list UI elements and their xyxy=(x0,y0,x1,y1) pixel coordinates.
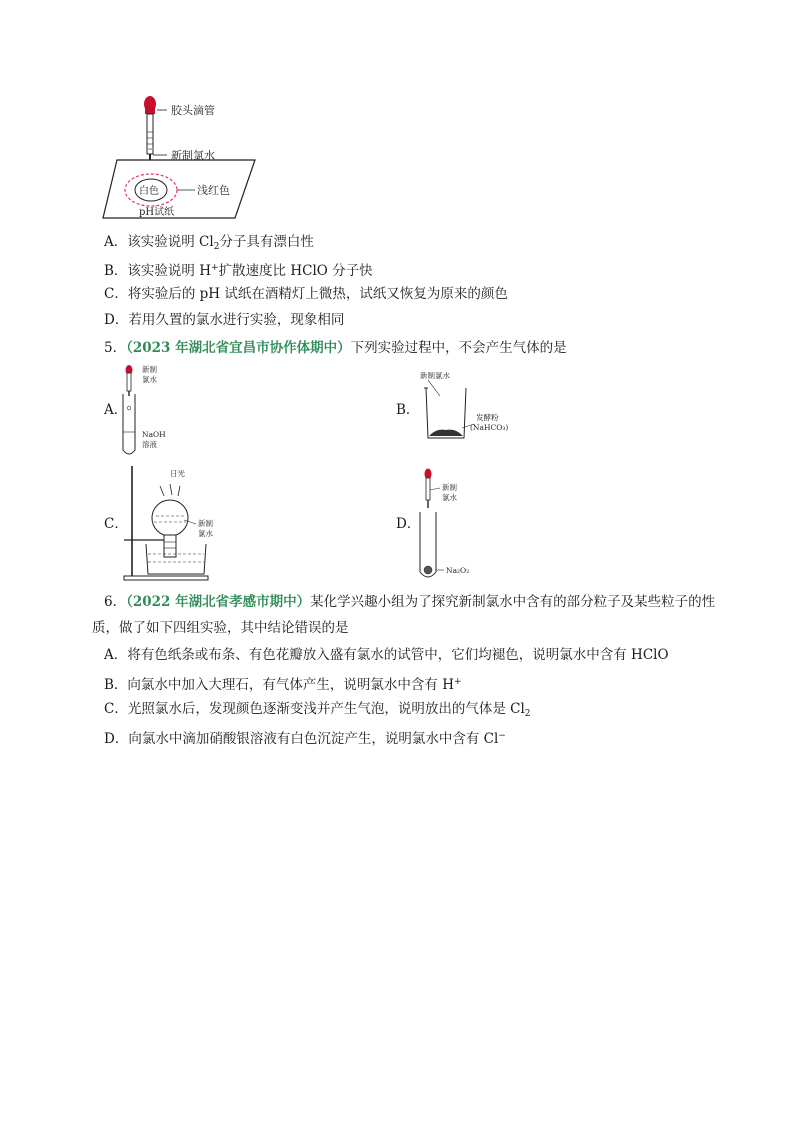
svg-text:(NaHCO₃): (NaHCO₃) xyxy=(470,423,509,432)
svg-text:新制: 新制 xyxy=(142,365,157,374)
q6-option-b: B．向氯水中加入大理石，有气体产生，说明氯水中含有 H+ xyxy=(104,677,462,693)
svg-text:新制氯水: 新制氯水 xyxy=(420,372,450,380)
svg-text:新制: 新制 xyxy=(442,483,457,492)
dropper-label: 胶头滴管 xyxy=(171,104,215,117)
svg-text:发酵粉: 发酵粉 xyxy=(476,413,499,422)
q4-option-d: D．若用久置的氯水进行实验，现象相同 xyxy=(104,312,345,328)
q4-option-c: C．将实验后的 pH 试纸在酒精灯上微热，试纸又恢复为原来的颜色 xyxy=(104,286,508,302)
q6-stem-line1 xyxy=(104,592,715,612)
option-letter: A． xyxy=(104,234,128,250)
white-label: 白色 xyxy=(139,186,159,197)
q6-option-d: D．向氯水中滴加硝酸银溶液有白色沉淀产生，说明氯水中含有 Cl− xyxy=(104,731,506,747)
pink-label: 浅红色 xyxy=(197,184,230,197)
svg-text:新制: 新制 xyxy=(198,519,213,528)
svg-text:氯水: 氯水 xyxy=(142,375,157,384)
question-text: 某化学兴趣小组为了探究新制氯水中含有的部分粒子及某些粒子的性 xyxy=(310,594,716,610)
svg-text:日光: 日光 xyxy=(170,469,185,478)
option-letter: A． xyxy=(104,647,128,663)
q6-option-c: C．光照氯水后，发现颜色逐渐变浅并产生气泡，说明放出的气体是 $Cl_2$ xyxy=(104,701,531,719)
option-letter: B． xyxy=(104,677,128,693)
q5-figure-c xyxy=(118,460,228,584)
q6-stem-line2: 质，做了如下四组实验，其中结论错误的是 xyxy=(92,620,349,636)
q4-option-a: A．该实验说明 $Cl_2$分子具有漂白性 xyxy=(104,234,314,252)
q5-option-b-letter: B． xyxy=(396,402,420,418)
ph-paper xyxy=(103,160,255,218)
q5-option-a-letter: A． xyxy=(104,402,128,418)
option-letter: D． xyxy=(104,312,129,328)
question-text: 下列实验过程中，不会产生气体的是 xyxy=(350,340,567,356)
dropper-icon xyxy=(144,96,156,164)
option-letter: D． xyxy=(104,731,129,747)
q4-figure xyxy=(95,92,265,222)
q5-figure-b xyxy=(416,372,516,446)
q5-figure-a xyxy=(118,364,188,460)
q4-option-b: B．该实验说明 H+扩散速度比 HClO 分子快 xyxy=(104,263,373,279)
q5-option-d-letter: D． xyxy=(396,516,421,532)
ph-paper-label: pH试纸 xyxy=(139,207,175,218)
svg-text:氯水: 氯水 xyxy=(442,493,457,502)
svg-text:NaOH: NaOH xyxy=(142,430,166,439)
question-source: （2023 年湖北省宜昌市协作体期中） xyxy=(126,340,351,356)
q5-figure-d xyxy=(416,466,496,584)
question-number: 5． xyxy=(104,340,127,356)
svg-text:Na₂O₂: Na₂O₂ xyxy=(446,566,470,575)
svg-text:溶液: 溶液 xyxy=(142,440,157,449)
question-number: 6． xyxy=(104,594,127,610)
q5-stem xyxy=(104,338,567,358)
question-source: （2022 年湖北省孝感市期中） xyxy=(126,594,311,610)
q5-option-c-letter: C． xyxy=(104,516,128,532)
option-letter: C． xyxy=(104,286,128,302)
svg-text:氯水: 氯水 xyxy=(198,529,213,538)
option-letter: C． xyxy=(104,701,128,717)
option-letter: B． xyxy=(104,263,128,279)
chlorine-water-label: 新制氯水 xyxy=(171,149,215,162)
q6-option-a: A．将有色纸条或布条、有色花瓣放入盛有氯水的试管中，它们均褪色，说明氯水中含有 HClO xyxy=(104,647,669,663)
